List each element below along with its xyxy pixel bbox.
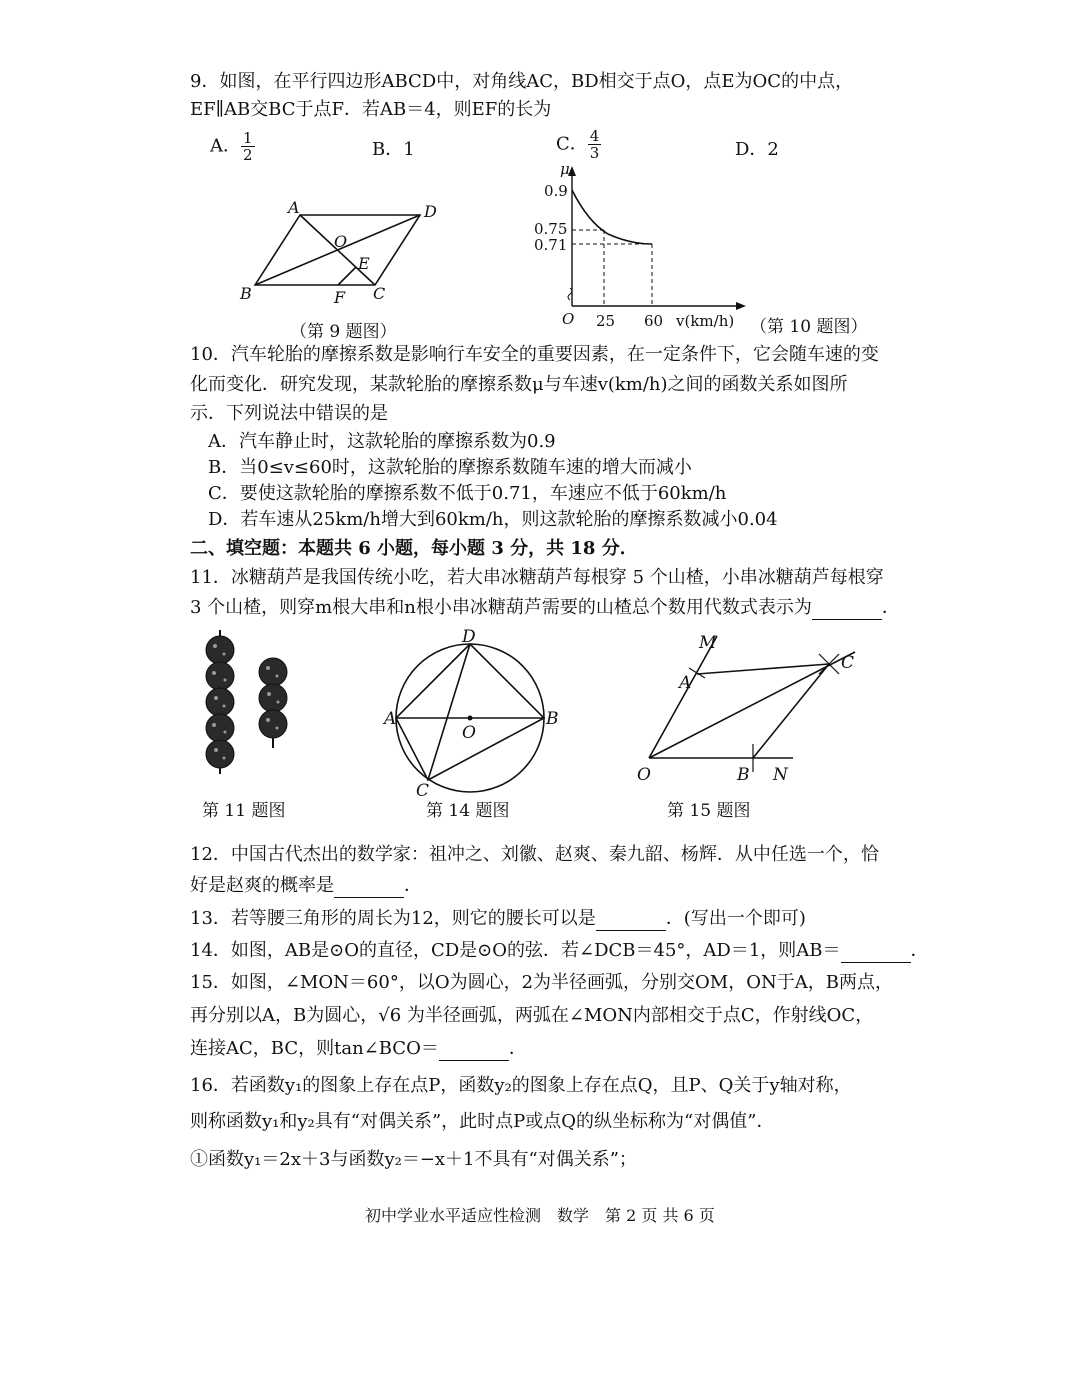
large-haw-5 xyxy=(206,740,234,768)
q11-answer-blank xyxy=(812,601,882,620)
figure-14-circle xyxy=(380,626,580,826)
fig9-label-c: C xyxy=(373,284,386,303)
fig15-caption: 第 15 题图 xyxy=(667,801,751,821)
segment-ef xyxy=(338,267,356,285)
fig9-label-d: D xyxy=(424,202,437,221)
fig10-tick-071: 0.71 xyxy=(534,236,568,254)
small-haw-2 xyxy=(259,684,287,712)
fig15-label-o: O xyxy=(637,765,651,785)
section-2-heading: 二、填空题：本题共 6 小题，每小题 3 分，共 18 分． xyxy=(190,538,638,559)
q9-option-a: A． $\frac{1}{2}$ xyxy=(210,129,253,164)
fig10-x-label: v(km/h) xyxy=(676,312,735,330)
figure-10-graph xyxy=(530,160,880,342)
fig15-label-m: M xyxy=(699,633,717,653)
q12-line2: 好是赵爽的概率是 ． xyxy=(190,875,422,896)
fig14-label-d: D xyxy=(462,627,476,647)
q9-line2: EF∥AB交BC于点F．若AB＝4，则EF的长为 xyxy=(190,99,552,120)
fig15-label-b: B xyxy=(737,765,750,785)
fig9-label-b: B xyxy=(240,284,252,303)
q16-line2: 则称函数y₁和y₂具有“对偶关系”，此时点P或点Q的纵坐标称为“对偶值”． xyxy=(190,1111,775,1132)
q10-line2: 化而变化．研究发现，某款轮胎的摩擦系数μ与车速v(km/h)之间的函数关系如图所 xyxy=(190,374,848,395)
fig9-label-e: E xyxy=(358,254,370,273)
q13-answer-blank xyxy=(596,912,666,931)
fig14-caption: 第 14 题图 xyxy=(426,801,510,821)
q16-line1: 16．若函数y₁的图象上存在点P，函数y₂的图象上存在点Q，且P、Q关于y轴对称， xyxy=(190,1075,852,1096)
q15-line3: 连接AC，BC，则tan∠BCO＝ ． xyxy=(190,1038,527,1059)
q15-line1: 15．如图，∠MON＝60°，以O为圆心，2为半径画弧，分别交OM，ON于A，B两点， xyxy=(190,972,893,993)
fig10-caption: （第 10 题图） xyxy=(750,317,868,337)
fig10-tick-25: 25 xyxy=(596,312,616,330)
center-dot xyxy=(468,716,473,721)
large-haw-3 xyxy=(206,688,234,716)
segment-bc xyxy=(753,664,829,758)
q11-line1: 11．冰糖葫芦是我国传统小吃，若大串冰糖葫芦每根穿 5 个山楂，小串冰糖葫芦每根穿 xyxy=(190,567,884,588)
fig14-label-c: C xyxy=(416,781,430,801)
q14-answer-blank xyxy=(841,944,911,963)
fig15-label-a: A xyxy=(679,673,692,693)
q9-option-d: D．2 xyxy=(735,139,779,160)
x-axis-arrow xyxy=(736,302,746,310)
q10-option-d: D．若车速从25km/h增大到60km/h，则这款轮胎的摩擦系数减小0.04 xyxy=(208,509,778,530)
fig10-tick-09: 0.9 xyxy=(544,182,568,200)
fig9-label-a: A xyxy=(288,198,300,217)
q14-line: 14．如图，AB是⊙O的直径，CD是⊙O的弦．若∠DCB＝45°，AD＝1，则AB＝ ． xyxy=(190,940,929,961)
fig9-label-o: O xyxy=(334,232,348,251)
mu-curve xyxy=(572,190,652,244)
fig15-label-c: C xyxy=(841,653,855,673)
fig14-label-b: B xyxy=(546,709,559,729)
q10-line3: 示．下列说法中错误的是 xyxy=(190,403,388,424)
q10-option-b: B．当0≤v≤60时，这款轮胎的摩擦系数随车速的增大而减小 xyxy=(208,457,692,478)
small-haw-3 xyxy=(259,710,287,738)
fig14-label-a: A xyxy=(384,709,397,729)
figure-11-tanghulu xyxy=(190,628,310,828)
figure-15-angle xyxy=(625,628,885,828)
fig10-y-label: μ xyxy=(560,160,570,178)
q15-line2: 再分别以A，B为圆心，√6 为半径画弧，两弧在∠MON内部相交于点C，作射线OC， xyxy=(190,1005,874,1026)
q10-option-a: A．汽车静止时，这款轮胎的摩擦系数为0.9 xyxy=(208,431,556,452)
large-haw-2 xyxy=(206,662,234,690)
q12-answer-blank xyxy=(334,879,404,898)
fig14-label-o: O xyxy=(462,723,476,743)
large-haw-1 xyxy=(206,636,234,664)
fig15-label-n: N xyxy=(773,765,788,785)
fig10-origin: O xyxy=(562,310,575,328)
q16-line3: ①函数y₁＝2x＋3与函数y₂＝−x＋1不具有“对偶关系”； xyxy=(190,1149,637,1170)
q10-option-c: C．要使这款轮胎的摩擦系数不低于0.71，车速应不低于60km/h xyxy=(208,483,727,504)
figure-9-parallelogram xyxy=(230,195,460,345)
page-footer: 初中学业水平适应性检测 数学 第 2 页 共 6 页 xyxy=(365,1206,715,1225)
fig9-caption: （第 9 题图） xyxy=(290,322,397,342)
fig11-caption: 第 11 题图 xyxy=(202,801,286,821)
small-haw-1 xyxy=(259,658,287,686)
q9-option-c: C． $\frac{4}{3}$ xyxy=(556,127,600,162)
q9-option-b: B．1 xyxy=(372,139,415,160)
large-haw-4 xyxy=(206,714,234,742)
q11-line2: 3 个山楂，则穿m根大串和n根小串冰糖葫芦需要的山楂总个数用代数式表示为 ． xyxy=(190,597,900,618)
q10-line1: 10．汽车轮胎的摩擦系数是影响行车安全的重要因素，在一定条件下，它会随车速的变 xyxy=(190,344,879,365)
fig10-tick-075: 0.75 xyxy=(534,220,568,238)
fig10-tick-60: 60 xyxy=(644,312,664,330)
q9-line1: 9．如图，在平行四边形ABCD中，对角线AC，BD相交于点O，点E为OC的中点， xyxy=(190,71,854,92)
fig9-label-f: F xyxy=(334,288,346,307)
q15-answer-blank xyxy=(439,1042,509,1061)
segment-ac xyxy=(697,664,829,674)
q13-line: 13．若等腰三角形的周长为12，则它的腰长可以是 ．(写出一个即可) xyxy=(190,908,806,929)
q12-line1: 12．中国古代杰出的数学家：祖冲之、刘徽、赵爽、秦九韶、杨辉．从中任选一个，恰 xyxy=(190,844,879,865)
ray-oc xyxy=(649,652,855,758)
